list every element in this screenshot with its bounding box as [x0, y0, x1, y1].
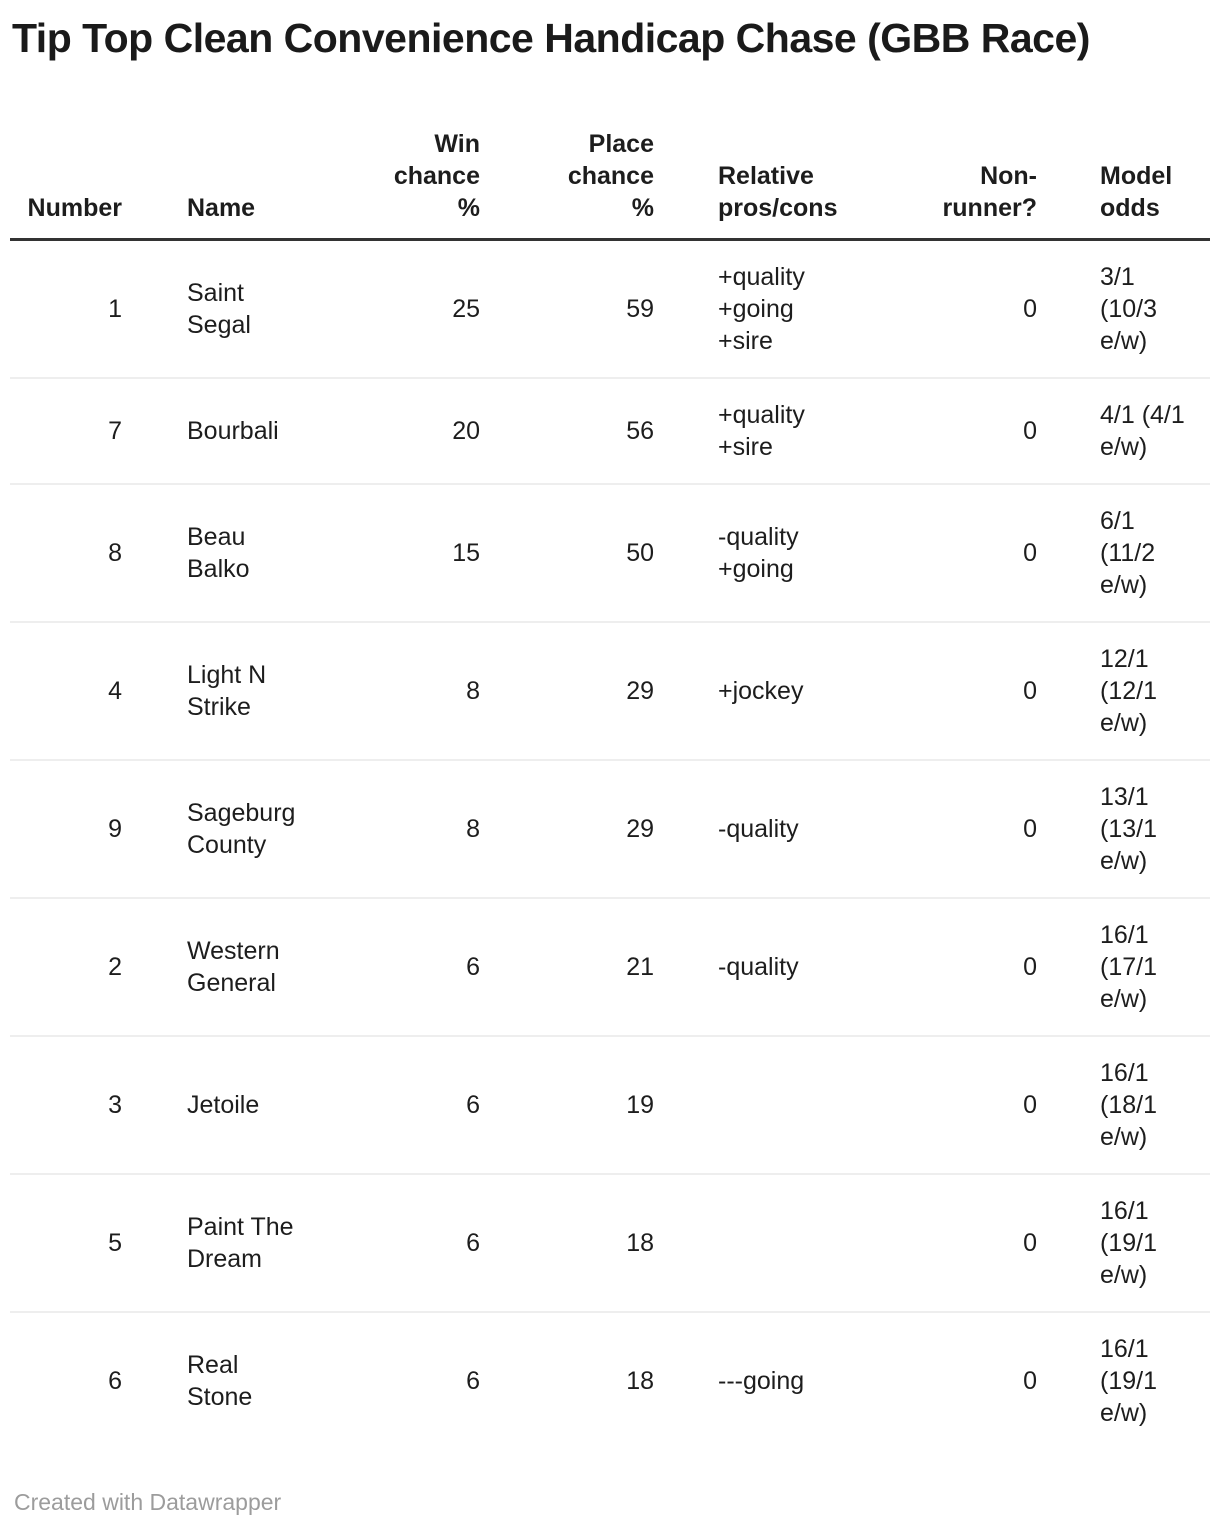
- table-row: [10, 898, 1210, 1036]
- cell-pros: +quality +going +sire: [718, 263, 805, 355]
- race-table: [10, 128, 1210, 1449]
- cell-number: 3: [108, 1091, 122, 1119]
- cell-number: 7: [108, 417, 122, 445]
- cell-win: 8: [466, 815, 480, 843]
- column-header-name: Name: [187, 194, 256, 222]
- cell-odds: 3/1 (10/3 e/w): [1100, 263, 1157, 355]
- cell-pros: +quality +sire: [718, 401, 805, 461]
- cell-odds: 16/1 (19/1 e/w): [1100, 1335, 1157, 1427]
- footer-credit: [14, 1488, 1210, 1516]
- cell-win: 6: [466, 1367, 480, 1395]
- header-row: [10, 128, 1210, 240]
- cell-odds: 12/1 (12/1 e/w): [1100, 645, 1157, 737]
- column-header-number: Number: [27, 194, 122, 222]
- table-row: [10, 484, 1210, 622]
- cell-pros: +jockey: [718, 677, 804, 705]
- cell-place: 29: [626, 815, 654, 843]
- cell-name: Light N Strike: [187, 661, 267, 721]
- cell-pros: [654, 1174, 942, 1312]
- cell-win: 6: [466, 1229, 480, 1257]
- cell-odds: 16/1 (17/1 e/w): [1100, 921, 1157, 1013]
- cell-nonrunner: 0: [1023, 815, 1037, 843]
- column-header-place: Place chance %: [567, 130, 654, 222]
- cell-name: Jetoile: [187, 1091, 260, 1119]
- datawrapper-credit-link[interactable]: Created with Datawrapper: [14, 1489, 282, 1515]
- cell-nonrunner: 0: [1023, 295, 1037, 323]
- cell-odds: 4/1 (4/1 e/w): [1100, 401, 1185, 461]
- cell-nonrunner: 0: [1023, 417, 1037, 445]
- cell-win: 6: [466, 1091, 480, 1119]
- cell-win: 8: [466, 677, 480, 705]
- cell-name: Real Stone: [187, 1351, 253, 1411]
- cell-nonrunner: 0: [1023, 1229, 1037, 1257]
- cell-nonrunner: 0: [1023, 1367, 1037, 1395]
- table-row: [10, 760, 1210, 898]
- cell-place: 56: [626, 417, 654, 445]
- column-header-odds: Model odds: [1100, 162, 1173, 222]
- cell-odds: 13/1 (13/1 e/w): [1100, 783, 1157, 875]
- cell-pros: ---going: [718, 1367, 805, 1395]
- column-header-pros: Relative pros/cons: [718, 162, 838, 222]
- cell-number: 8: [108, 539, 122, 567]
- cell-win: 25: [452, 295, 480, 323]
- cell-place: 29: [626, 677, 654, 705]
- cell-number: 5: [108, 1229, 122, 1257]
- cell-win: 20: [452, 417, 480, 445]
- table-row: [10, 378, 1210, 484]
- table-row: [10, 622, 1210, 760]
- table-row: [10, 1036, 1210, 1174]
- cell-nonrunner: 0: [1023, 677, 1037, 705]
- cell-odds: 16/1 (18/1 e/w): [1100, 1059, 1157, 1151]
- cell-number: 6: [108, 1367, 122, 1395]
- cell-pros: -quality +going: [718, 523, 799, 583]
- cell-name: Bourbali: [187, 417, 279, 445]
- cell-win: 15: [452, 539, 480, 567]
- table-row: [10, 240, 1210, 379]
- cell-number: 1: [108, 295, 122, 323]
- cell-name: Paint The Dream: [187, 1213, 294, 1273]
- cell-pros: -quality: [718, 953, 799, 981]
- cell-place: 59: [626, 295, 654, 323]
- cell-place: 18: [626, 1367, 654, 1395]
- cell-name: Beau Balko: [187, 523, 250, 583]
- column-header-nonrunner: Non-runner?: [942, 162, 1037, 222]
- cell-number: 4: [108, 677, 122, 705]
- cell-pros: -quality: [718, 815, 799, 843]
- cell-name: Saint Segal: [187, 279, 251, 339]
- cell-odds: 6/1 (11/2 e/w): [1100, 507, 1156, 599]
- cell-nonrunner: 0: [1023, 539, 1037, 567]
- cell-number: 9: [108, 815, 122, 843]
- table-body: [10, 240, 1210, 1450]
- cell-odds: 16/1 (19/1 e/w): [1100, 1197, 1157, 1289]
- cell-name: Sageburg County: [187, 799, 296, 859]
- cell-place: 21: [626, 953, 654, 981]
- cell-name: Western General: [187, 937, 280, 997]
- table-row: [10, 1312, 1210, 1449]
- cell-win: 6: [466, 953, 480, 981]
- page-title: Tip Top Clean Convenience Handicap Chase (GBB Race): [12, 15, 1090, 61]
- column-header-win: Win chance %: [393, 130, 480, 222]
- table-header: [10, 128, 1210, 240]
- cell-nonrunner: 0: [1023, 1091, 1037, 1119]
- cell-number: 2: [108, 953, 122, 981]
- cell-place: 19: [626, 1091, 654, 1119]
- cell-place: 18: [626, 1229, 654, 1257]
- table-row: [10, 1174, 1210, 1312]
- cell-nonrunner: 0: [1023, 953, 1037, 981]
- cell-pros: [654, 1036, 942, 1174]
- cell-place: 50: [626, 539, 654, 567]
